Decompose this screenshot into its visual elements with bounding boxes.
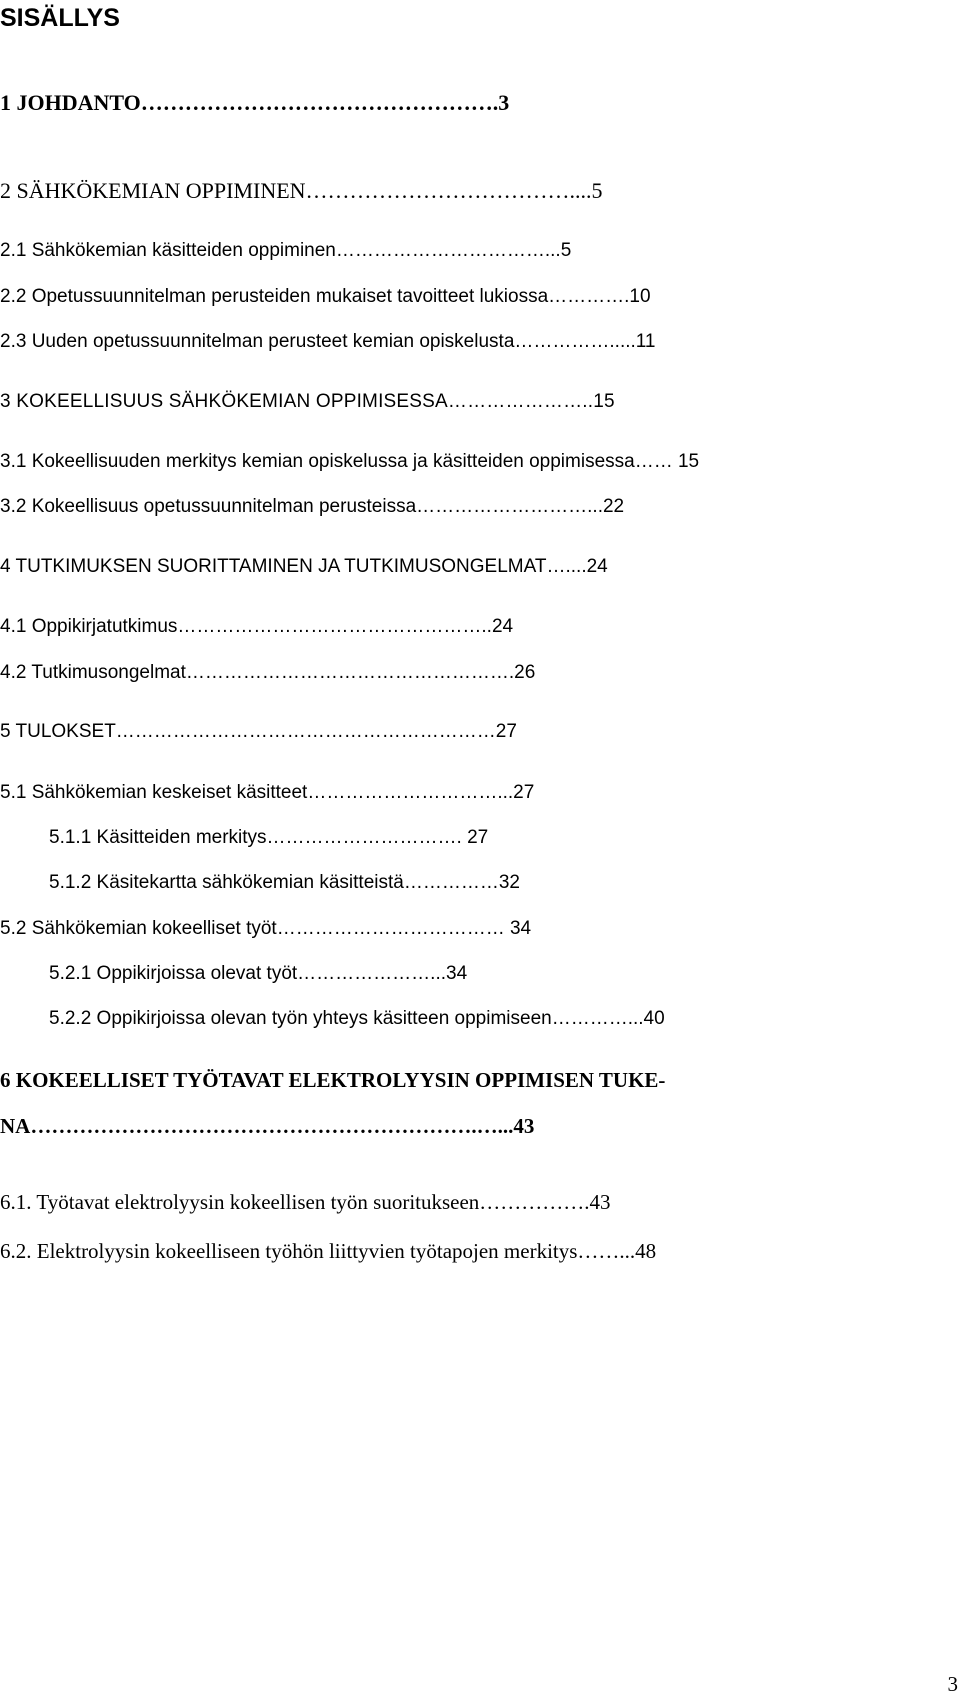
toc-chapter-3: 3 KOKEELLISUUS SÄHKÖKEMIAN OPPIMISESSA…………………..15: [0, 391, 615, 412]
toc-chapter-1: 1 JOHDANTO………………………………………….3: [0, 90, 510, 115]
toc-section-5-1: 5.1 Sähkökemian keskeiset käsitteet…………………………...27: [0, 782, 535, 803]
toc-section-5-2: 5.2 Sähkökemian kokeelliset työt……………………………… 34: [0, 918, 532, 939]
toc-chapter-4: 4 TUTKIMUKSEN SUORITTAMINEN JA TUTKIMUSONGELMAT…....24: [0, 556, 608, 577]
toc-section-4-2: 4.2 Tutkimusongelmat…………………………………………….26: [0, 662, 536, 683]
toc-chapter-5: 5 TULOKSET……………………………………………………27: [0, 721, 517, 742]
toc-section-2-2: 2.2 Opetussuunnitelman perusteiden mukaiset tavoitteet lukiossa………….10: [0, 286, 651, 307]
toc-section-2-3: 2.3 Uuden opetussuunnitelman perusteet kemian opiskelusta…………….....11: [0, 331, 656, 352]
toc-section-3-2: 3.2 Kokeellisuus opetussuunnitelman perusteissa………………………...22: [0, 496, 625, 517]
toc-section-6-1: 6.1. Työtavat elektrolyysin kokeellisen työn suoritukseen…………….43: [0, 1190, 611, 1214]
toc-chapter-6-continued: NA……………………………………………………….…...43: [0, 1114, 535, 1138]
toc-chapter-6: 6 KOKEELLISET TYÖTAVAT ELEKTROLYYSIN OPPIMISEN TUKE-: [0, 1068, 666, 1092]
toc-section-4-1: 4.1 Oppikirjatutkimus…………………………………………..24: [0, 616, 514, 637]
toc-chapter-2: 2 SÄHKÖKEMIAN OPPIMINEN………………………………....5: [0, 178, 603, 203]
toc-section-2-1: 2.1 Sähkökemian käsitteiden oppiminen……………………………...5: [0, 240, 572, 261]
toc-section-3-1: 3.1 Kokeellisuuden merkitys kemian opiskelussa ja käsitteiden oppimisessa…… 15: [0, 451, 700, 472]
toc-subsection-5-1-1: 5.1.1 Käsitteiden merkitys…………………………. 27: [49, 827, 489, 848]
page-title: SISÄLLYS: [0, 4, 120, 32]
toc-section-6-2: 6.2. Elektrolyysin kokeelliseen työhön liittyvien työtapojen merkitys……...48: [0, 1239, 657, 1263]
toc-subsection-5-2-2: 5.2.2 Oppikirjoissa olevan työn yhteys käsitteen oppimiseen…………...40: [49, 1008, 665, 1029]
toc-subsection-5-2-1: 5.2.1 Oppikirjoissa olevat työt…………………...34: [49, 963, 468, 984]
page-number: 3: [947, 1672, 958, 1696]
toc-subsection-5-1-2: 5.1.2 Käsitekartta sähkökemian käsitteistä……………32: [49, 872, 520, 893]
